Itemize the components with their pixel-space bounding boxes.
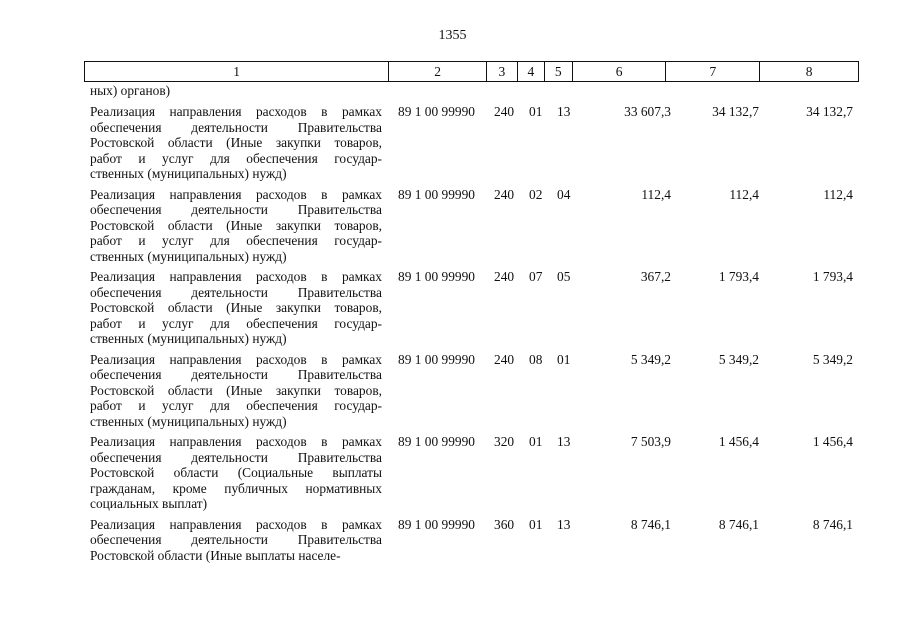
section-code: 01 [529,434,543,449]
table-body [84,104,859,599]
column-header-4: 4 [518,62,545,81]
amount-col-8: 112,4 [823,186,853,202]
subsection-code: 13 [557,516,571,532]
description-line: Реализация направления расходов в рамках [90,104,382,119]
amount-col-8: 8 746,1 [812,516,853,532]
csr-code: 89 1 00 99990 [398,104,475,119]
description-line: Реализация направления расходов в рамках [90,269,382,284]
description-line: Реализация направления расходов в рамках [90,351,382,367]
amount-col-6: 5 349,2 [630,351,671,367]
csr-code: 89 1 00 99990 [398,186,475,202]
description-line: Реализация направления расходов в рамках [90,186,382,202]
table-row [84,352,859,435]
csr-code: 89 1 00 99990 [398,434,475,449]
table-row [84,187,859,270]
table-row [84,104,859,187]
amount-col-8: 34 132,7 [806,104,853,119]
amount-col-8: 1 456,4 [812,434,853,449]
amount-col-6: 112,4 [641,186,671,202]
description-line: Реализация направления расходов в рамках [90,434,382,449]
column-header-1: 1 [85,62,389,81]
amount-col-6: 367,2 [640,269,671,284]
description-line: работ и услуг для обеспечения государ- [90,150,382,166]
expense-type-code: 320 [494,434,515,449]
description-line: Ростовской области (Социальные выплаты [90,465,382,480]
amount-col-7: 1 456,4 [718,434,759,449]
description-line: Реализация направления расходов в рамках [90,516,382,532]
column-header-5: 5 [545,62,573,81]
row-description [90,187,382,265]
description-line: обеспечения деятельности Правительства [90,449,382,465]
table-row [84,269,859,352]
subsection-code: 04 [557,186,571,202]
column-header-8: 8 [805,64,813,79]
section-code: 08 [529,351,543,367]
table-header-row [84,61,859,82]
description-line: Ростовской области (Иные закупки товаров, [90,382,382,398]
description-line: обеспечения деятельности Правительства [90,119,382,135]
description-line: ственных (муниципальных) нужд) [90,331,287,346]
csr-code: 89 1 00 99990 [398,516,475,532]
description-line: работ и услуг для обеспечения государ- [90,398,382,413]
description-line: Ростовской области (Иные выплаты населе- [90,547,341,563]
row-description [90,434,382,512]
amount-col-6: 33 607,3 [624,104,671,119]
description-line: работ и услуг для обеспечения государ- [90,233,382,248]
table-row [84,434,859,517]
column-header-7: 7 [666,62,760,81]
section-code: 01 [529,104,543,119]
description-line: социальных выплат) [90,496,208,511]
description-line: ственных (муниципальных) нужд) [90,413,287,429]
expense-type-code: 240 [494,186,515,202]
description-line: гражданам, кроме публичных нормативных [90,480,382,496]
description-line: обеспечения деятельности Правительства [90,202,382,217]
row-description [90,352,382,430]
description-line: работ и услуг для обеспечения государ- [90,315,382,331]
continuation-text: ных) органов) [90,83,171,98]
amount-col-7: 8 746,1 [718,516,759,532]
section-code: 01 [529,516,543,532]
csr-code: 89 1 00 99990 [398,269,475,284]
subsection-code: 13 [557,104,571,119]
expense-type-code: 240 [494,269,515,284]
description-line: ственных (муниципальных) нужд) [90,248,287,264]
amount-col-8: 1 793,4 [812,269,853,284]
subsection-code: 05 [557,269,571,284]
amount-col-6: 8 746,1 [630,516,671,532]
description-line: Ростовской области (Иные закупки товаров, [90,135,382,150]
row-description [90,517,382,564]
row-description [90,104,382,182]
section-code: 07 [529,269,543,284]
subsection-code: 13 [557,434,571,449]
table-row [84,517,859,600]
expense-type-code: 240 [494,104,515,119]
expense-type-code: 240 [494,351,515,367]
page-number: 1355 [438,28,467,43]
description-line: обеспечения деятельности Правительства [90,532,382,547]
expense-type-code: 360 [494,516,515,532]
section-code: 02 [529,186,543,202]
row-description [90,269,382,347]
description-line: обеспечения деятельности Правительства [90,284,382,300]
description-line: Ростовской области (Иные закупки товаров, [90,300,382,315]
amount-col-6: 7 503,9 [630,434,671,449]
description-line: Ростовской области (Иные закупки товаров, [90,217,382,233]
amount-col-7: 1 793,4 [718,269,759,284]
amount-col-8: 5 349,2 [812,351,853,367]
amount-col-7: 34 132,7 [712,104,759,119]
column-header-3: 3 [487,62,518,81]
column-header-6: 6 [573,62,667,81]
csr-code: 89 1 00 99990 [398,351,475,367]
description-line: обеспечения деятельности Правительства [90,367,382,382]
amount-col-7: 5 349,2 [718,351,759,367]
description-line: ственных (муниципальных) нужд) [90,166,287,181]
subsection-code: 01 [557,351,571,367]
amount-col-7: 112,4 [729,186,759,202]
column-header-2: 2 [389,62,487,81]
